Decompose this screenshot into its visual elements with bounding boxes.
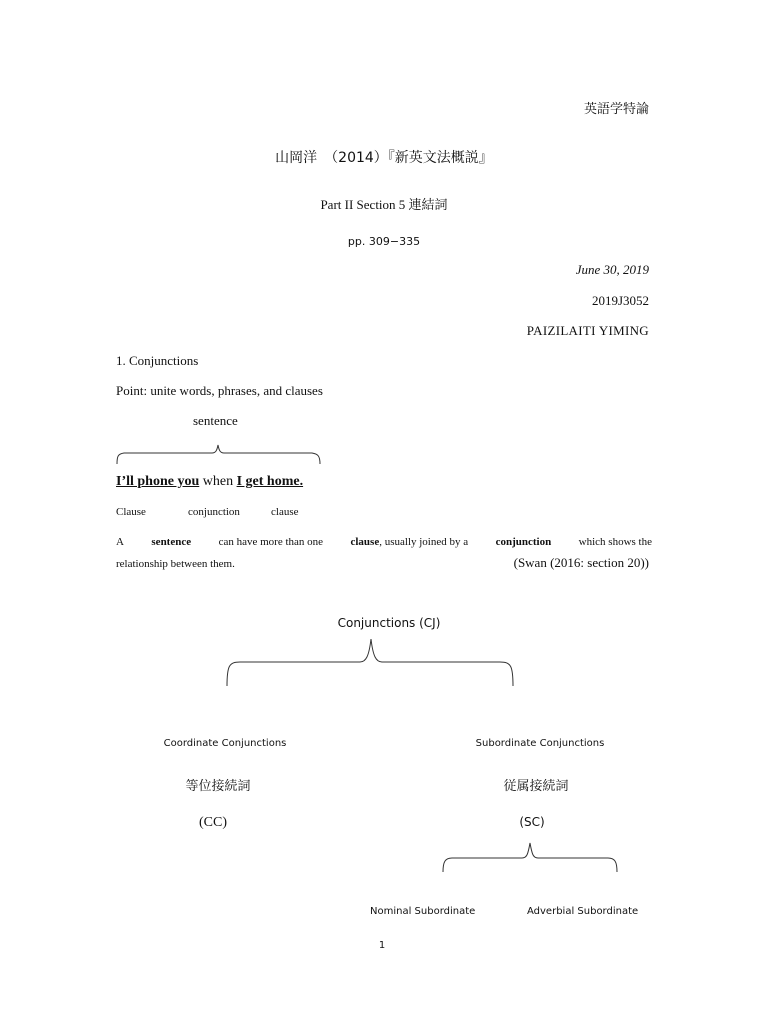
- page-range: pp. 309−335: [347, 235, 421, 248]
- student-id: 2019J3052: [591, 293, 649, 308]
- def-term-conjunction: conjunction: [495, 536, 552, 548]
- point-line: Point: unite words, phrases, and clauses: [116, 383, 323, 398]
- part-section-title: Part II Section 5 連結詞: [320, 197, 448, 212]
- adverbial-subordinate-label: Adverbial Subordinate: [527, 906, 639, 917]
- subordinate-conjunctions-label: Subordinate Conjunctions: [475, 738, 605, 749]
- author-name: PAIZILAITI YIMING: [526, 323, 649, 338]
- diagram-root-label: Conjunctions (CJ): [337, 616, 441, 630]
- definition-line-1: [116, 536, 652, 548]
- def-term-sentence: sentence: [151, 536, 192, 548]
- label-clause-1: Clause: [116, 506, 146, 518]
- brace-label-sentence: sentence: [193, 413, 238, 428]
- page-number: 1: [378, 940, 386, 951]
- nominal-subordinate-label: Nominal Subordinate: [370, 906, 476, 917]
- example-conjunction: when: [202, 474, 234, 489]
- section-heading: 1. Conjunctions: [116, 353, 199, 368]
- coordinate-conjunctions-ja: 等位接続詞: [185, 779, 251, 794]
- subordinate-conjunctions-ja: 従属接続詞: [503, 779, 569, 794]
- coordinate-conjunctions-abbr: (CC): [199, 815, 227, 830]
- conjunctions-brace: [226, 638, 516, 688]
- subordinate-brace: [442, 842, 622, 874]
- sentence-brace: [116, 444, 322, 466]
- label-conjunction: conjunction: [188, 506, 240, 518]
- coordinate-conjunctions-label: Coordinate Conjunctions: [163, 738, 287, 749]
- date: June 30, 2019: [575, 262, 649, 277]
- def-text-2: , usually joined by a: [379, 536, 469, 548]
- def-text-3: which shows the: [578, 536, 652, 548]
- example-clause-1: I’ll phone you: [116, 474, 200, 489]
- reference-title: 山岡洋 （2014）『新英文法概説』: [275, 150, 493, 166]
- def-term-clause: clause: [350, 536, 380, 548]
- def-text-1: can have more than one: [218, 536, 324, 548]
- citation: (Swan (2016: section 20)): [513, 555, 649, 570]
- definition-line-2: relationship between them.: [116, 558, 235, 570]
- course-title: 英語学特論: [583, 102, 649, 117]
- example-sentence: [116, 474, 303, 490]
- def-a: A: [116, 536, 124, 548]
- label-clause-2: clause: [271, 506, 299, 518]
- example-clause-2: I get home.: [236, 474, 304, 489]
- subordinate-conjunctions-abbr: (SC): [519, 815, 545, 829]
